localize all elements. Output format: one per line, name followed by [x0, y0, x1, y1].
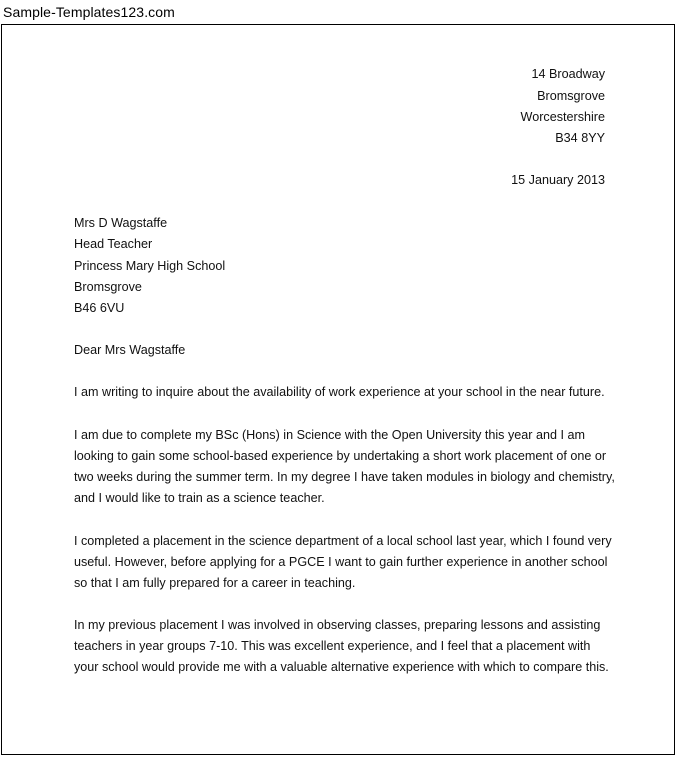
salutation: Dear Mrs Wagstaffe: [74, 343, 186, 357]
paragraph-4-line: teachers in year groups 7-10. This was excellent experience, and I feel that a placement with: [74, 639, 591, 653]
paragraph-3-line: so that I am fully prepared for a career in teaching.: [74, 576, 356, 590]
paragraph-2-line: and I would like to train as a science teacher.: [74, 491, 325, 505]
recipient-line-4: Bromsgrove: [74, 280, 142, 294]
paragraph-2-line: looking to gain some school-based experience by undertaking a short work placement of one or: [74, 449, 607, 463]
paragraph-3-line: I completed a placement in the science department of a local school last year, which I found very: [74, 534, 612, 548]
sender-address-line-3: Worcestershire: [520, 110, 605, 124]
paragraph-2-line: I am due to complete my BSc (Hons) in Science with the Open University this year and I am: [74, 428, 585, 442]
paragraph-1-line: I am writing to inquire about the availability of work experience at your school in the near future.: [74, 385, 605, 399]
sender-address-line-4: B34 8YY: [555, 131, 605, 145]
recipient-line-2: Head Teacher: [74, 237, 153, 251]
paragraph-4-line: In my previous placement I was involved in observing classes, preparing lessons and assisting: [74, 618, 601, 632]
sender-address-line-2: Bromsgrove: [537, 89, 605, 103]
paragraph-4-line: your school would provide me with a valuable alternative experience with which to compare this.: [74, 660, 609, 674]
paragraph-2-line: two weeks during the summer term. In my degree I have taken modules in biology and chemistry,: [74, 470, 615, 484]
recipient-line-3: Princess Mary High School: [74, 259, 226, 273]
paragraph-3-line: useful. However, before applying for a PGCE I want to gain further experience in another school: [74, 555, 608, 569]
sender-address-line-1: 14 Broadway: [531, 67, 605, 81]
letter-date: 15 January 2013: [511, 173, 605, 187]
watermark: Sample-Templates123.com: [3, 4, 175, 20]
recipient-line-1: Mrs D Wagstaffe: [74, 216, 168, 230]
recipient-line-5: B46 6VU: [74, 301, 125, 315]
